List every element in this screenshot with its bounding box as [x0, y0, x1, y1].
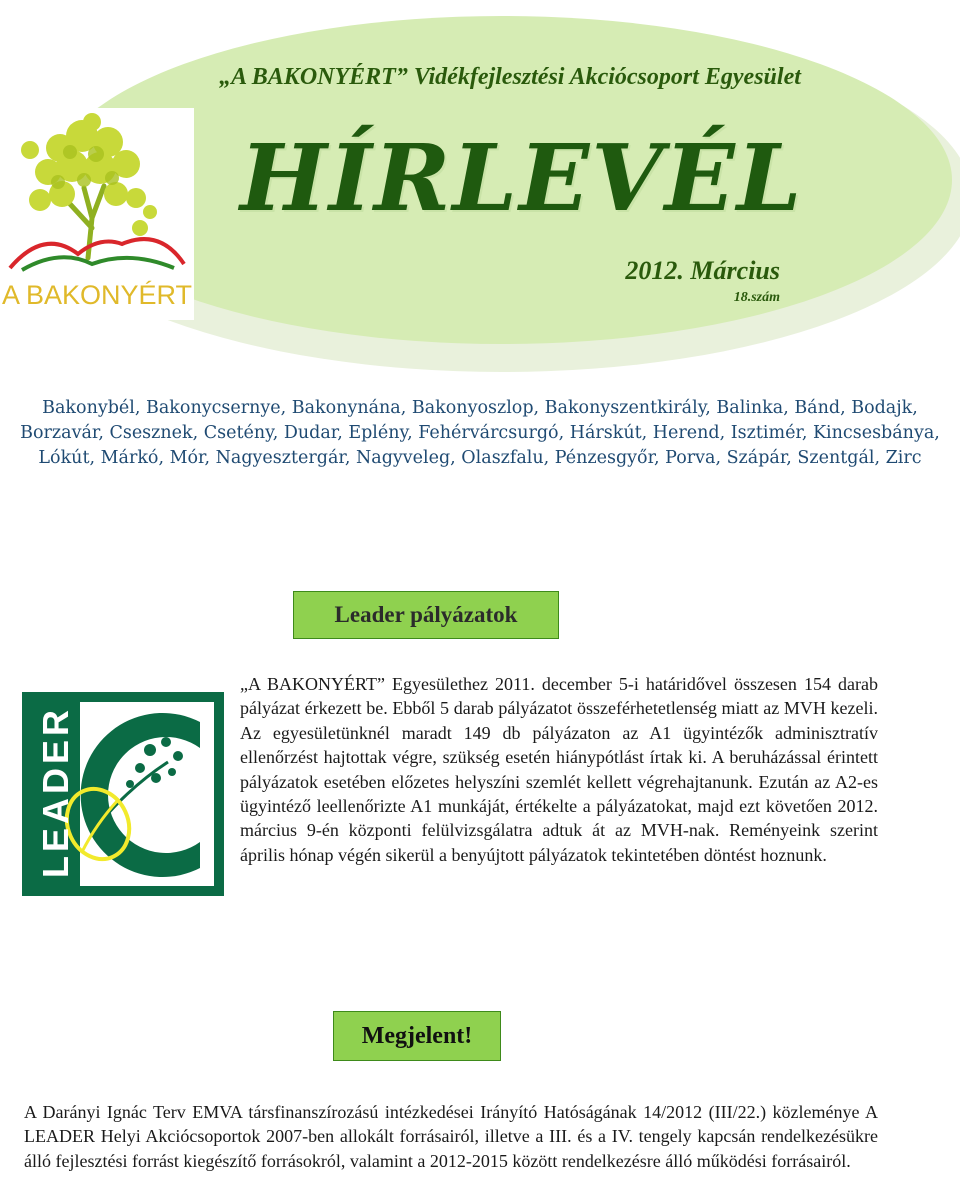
- leader-section-heading: Leader pályázatok: [293, 591, 559, 639]
- settlements-list: Bakonybél, Bakonycsernye, Bakonynána, Bakonyoszlop, Bakonyszentkirály, Balinka, Bánd, Bodajk, Borzavár, Csesznek, Csetény, Dudar, Eplény, Fehérvárcsurgó, Hárskút, Herend, Isztimér, Kincsesbánya, Lókút, Márkó, Mór, Nagyesztergár, Nagyveleg, Olaszfalu, Pénzesgyőr, Porva, Szápár, Szentgál, Zirc: [20, 398, 940, 468]
- megjelent-paragraph: A Darányi Ignác Terv EMVA társfinanszírozású intézkedései Irányító Hatóságának 14/2012 (III/22.) közleménye A LEADER Helyi Akciócsoportok 2007-ben allokált forrásairól, illetve a III. és a IV. tengely kapcsán rendelkezésükre álló fejlesztési forrást kiegészítő forrásokról, valamint a 2012-2015 között rendelkezésre álló működési forrásairól.: [24, 1102, 878, 1171]
- logo-text: A BAKONYÉRT: [1, 280, 193, 310]
- organization-name: „A BAKONYÉRT” Vidékfejlesztési Akciócsoport Egyesület: [219, 64, 801, 90]
- leader-logo-text: LEADER: [35, 705, 76, 878]
- issue-number: 18.szám: [733, 290, 780, 305]
- newsletter-title: HÍRLEVÉL: [240, 124, 804, 232]
- bakonyert-logo: [0, 108, 194, 320]
- leader-paragraph: „A BAKONYÉRT” Egyesülethez 2011. december 5-i határidővel összesen 154 darab pályázat érkezett be. Ebből 5 darab pályázatot összeférhetetlenség miatt az MVH kezeli. Az egyesületünknél maradt 149 db pályázaton az A1 ügyintézők adminisztratív ellenőrzést hajtottak végre, szükség esetén hiánypótlást írtak ki. A beruházással érintett pályázatok esetében előzetes helyszíni szemlét kellett végrehajtanunk. Ezután az A2-es ügyintéző leellenőrizte A1 munkáját, értékelte a pályázatokat, majd ezt követően 2012. március 9-én központi felülvizsgálatra adtuk át az MVH-nak. Reményeink szerint április hónap végén sikerül a benyújtott pályázatok tekintetében döntést hoznunk.: [240, 674, 878, 865]
- issue-date: 2012. Március: [625, 256, 780, 285]
- leader-logo: [22, 692, 224, 896]
- tree-logo-icon: [0, 108, 194, 320]
- megjelent-section-heading: Megjelent!: [333, 1011, 501, 1061]
- leader-logo-icon: [22, 692, 224, 896]
